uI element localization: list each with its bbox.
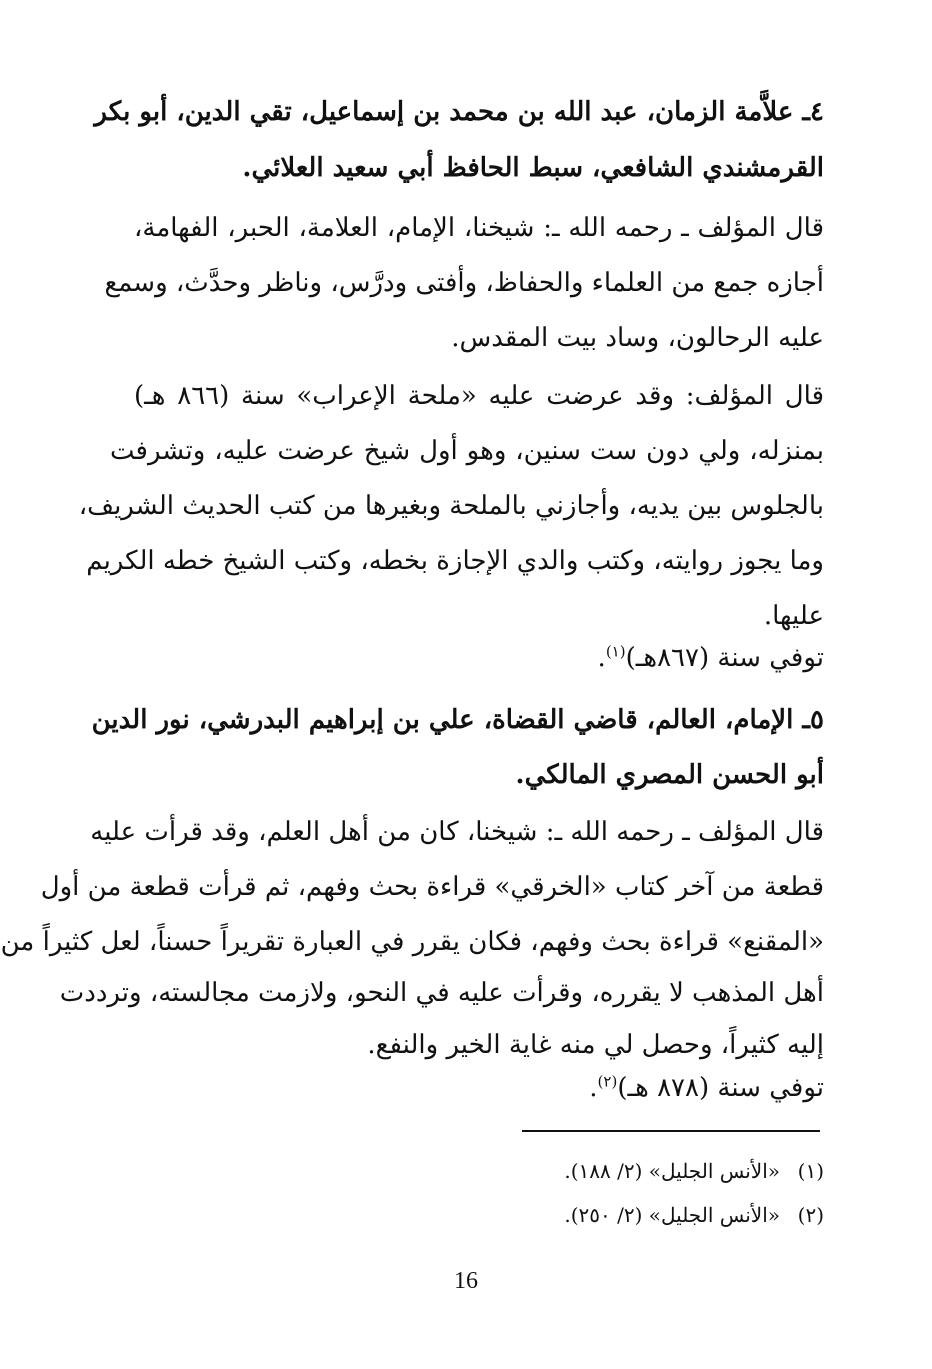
- entry-5-heading-line-2: أبو الحسن المصري المالكي.: [515, 760, 824, 790]
- death-note-1: [134, 638, 824, 678]
- paragraph-2-line-2: بمنزله، ولي دون ست سنين، وهو أول شيخ عرضت عليه، وتشرفت: [110, 436, 824, 466]
- paragraph-2-line-4: وما يجوز روايته، وكتب والدي الإجازة بخطه، وكتب الشيخ خطه الكريم: [86, 546, 824, 576]
- paragraph-1-line-2: أجازه جمع من العلماء والحفاظ، وأفتى ودرَّس، وناظر وحدَّث، وسمع: [104, 268, 824, 298]
- footnote-2-number: (٢): [797, 1203, 824, 1227]
- footnote-separator: [522, 1130, 820, 1132]
- paragraph-3-line-4: أهل المذهب لا يقرره، وقرأت عليه في النحو، ولازمت مجالسته، وترددت: [59, 978, 824, 1008]
- entry-4-heading-line-1: ٤ـ علاَّمة الزمان، عبد الله بن محمد بن إسماعيل، تقي الدين، أبو بكر: [94, 97, 824, 127]
- paragraph-2-line-5: عليها.: [763, 601, 824, 631]
- footnote-ref-2: (٢): [597, 1072, 618, 1091]
- death-note-1-end: .: [597, 643, 606, 673]
- footnote-1-number: (١): [797, 1159, 824, 1183]
- paragraph-2-line-1: قال المؤلف: وقد عرضت عليه «ملحة الإعراب» سنة (٨٦٦ هـ): [134, 381, 824, 411]
- footnote-1: [424, 1156, 824, 1186]
- paragraph-3-line-5: إليه كثيراً، وحصل لي منه غاية الخير والنفع.: [367, 1030, 824, 1060]
- footnote-2-text: «الأنس الجليل» (٢/ ٢٥٠).: [564, 1203, 780, 1227]
- paragraph-2-line-3: بالجلوس بين يديه، وأجازني بالملحة وبغيرها من كتب الحديث الشريف،: [78, 491, 824, 521]
- entry-5-heading-line-1: ٥ـ الإمام، العالم، قاضي القضاة، علي بن إبراهيم البدرشي، نور الدين: [91, 705, 824, 735]
- footnote-1-text: «الأنس الجليل» (٢/ ١٨٨).: [564, 1159, 780, 1183]
- page-number: 16: [454, 1268, 478, 1294]
- footnote-2: [424, 1200, 824, 1230]
- footnote-ref-1: (١): [605, 642, 626, 661]
- paragraph-3-line-1: قال المؤلف ـ رحمه الله ـ: شيخنا، كان من أهل العلم، وقد قرأت عليه: [90, 817, 824, 847]
- death-note-2-text: توفي سنة (٨٧٨ هـ): [617, 1073, 824, 1103]
- death-note-2-end: .: [589, 1073, 598, 1103]
- paragraph-1-line-3: عليه الرحالون، وساد بيت المقدس.: [451, 323, 824, 353]
- paragraph-3-line-3: «المقنع» قراءة بحث وفهم، فكان يقرر في العبارة تقريراً حسناً، لعل كثيراً من: [0, 927, 824, 957]
- paragraph-3-line-2: قطعة من آخر كتاب «الخرقي» قراءة بحث وفهم، ثم قرأت قطعة من أول: [40, 872, 824, 902]
- death-note-1-text: توفي سنة (٨٦٧هـ): [625, 643, 824, 673]
- paragraph-1-line-1: قال المؤلف ـ رحمه الله ـ: شيخنا، الإمام، العلامة، الحبر، الفهامة،: [134, 213, 824, 243]
- death-note-2: [134, 1068, 824, 1108]
- entry-4-heading-line-2: القرمشندي الشافعي، سبط الحافظ أبي سعيد العلائي.: [242, 153, 824, 183]
